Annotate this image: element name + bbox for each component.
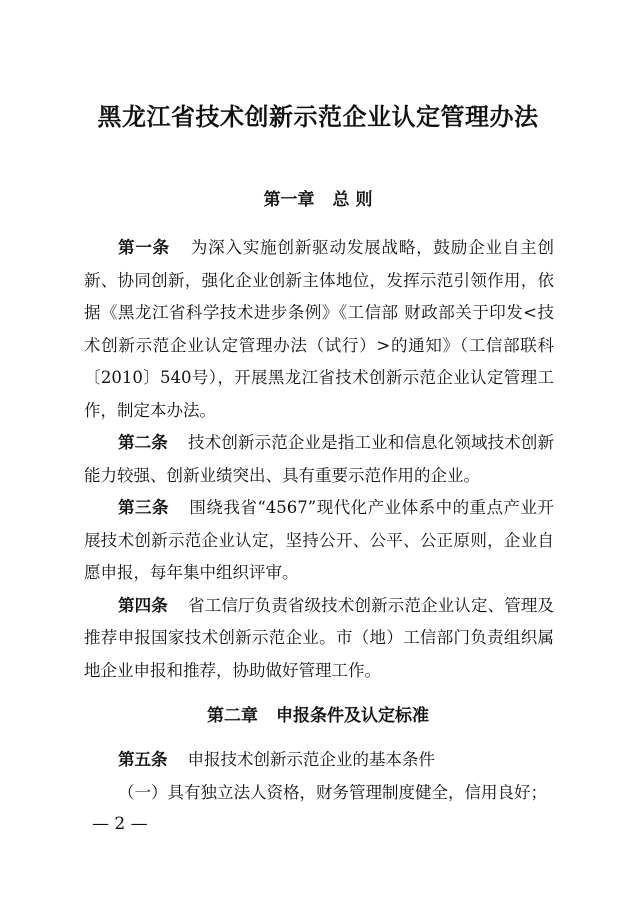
article-text: 为深入实施创新驱动发展战略，鼓励企业自主创新、协同创新，强化企业创新主体地位，发挥示范引领作用，依据《黑龙江省科学技术进步条例》《工信部 财政部关于印发<技术创新示范企业认定管理办法（试行）>的通知》（工信部联科〔2010〕540号），开展黑龙江省技术创新示范企业认定管理工作，制定本办法。 <box>84 238 554 420</box>
chapter-heading-2 <box>0 704 636 728</box>
article-label: 第一条 <box>118 238 170 257</box>
article-paragraph <box>84 427 554 492</box>
chapter-name: 总 则 <box>332 190 373 210</box>
article-text: 围绕我省“4567”现代化产业体系中的重点产业开展技术创新示范企业认定，坚持公开、公平、公正原则，企业自愿申报，每年集中组织评审。 <box>84 498 554 582</box>
article-text: 申报技术创新示范企业的基本条件 <box>187 750 435 769</box>
article-label: 第五条 <box>118 750 168 769</box>
article-paragraph <box>84 744 554 777</box>
document-title: 黑龙江省技术创新示范企业认定管理办法 <box>97 103 539 131</box>
article-label: 第三条 <box>118 498 169 517</box>
list-item: （一）具有独立法人资格，财务管理制度健全，信用良好； <box>118 782 547 802</box>
article-text: 技术创新示范企业是指工业和信息化领域技术创新能力较强、创新业绩突出、具有重要示范作用的企业。 <box>84 433 555 485</box>
chapter-2-body <box>84 744 554 809</box>
chapter-heading-1 <box>0 188 636 212</box>
article-label: 第四条 <box>118 595 168 615</box>
chapter-1-body <box>84 232 554 687</box>
article-paragraph <box>84 232 554 427</box>
chapter-label: 第一章 <box>263 190 315 210</box>
chapter-label: 第二章 <box>207 706 258 726</box>
page-number: — 2 — <box>92 814 148 834</box>
article-paragraph <box>84 590 554 688</box>
article-label: 第二条 <box>118 433 168 452</box>
chapter-name: 申报条件及认定标准 <box>276 706 429 726</box>
article-text: 省工信厅负责省级技术创新示范企业认定、管理及推荐申报国家技术创新示范企业。市（地）工信部门负责组织属地企业申报和推荐，协助做好管理工作。 <box>84 595 555 680</box>
article-paragraph <box>84 492 554 590</box>
